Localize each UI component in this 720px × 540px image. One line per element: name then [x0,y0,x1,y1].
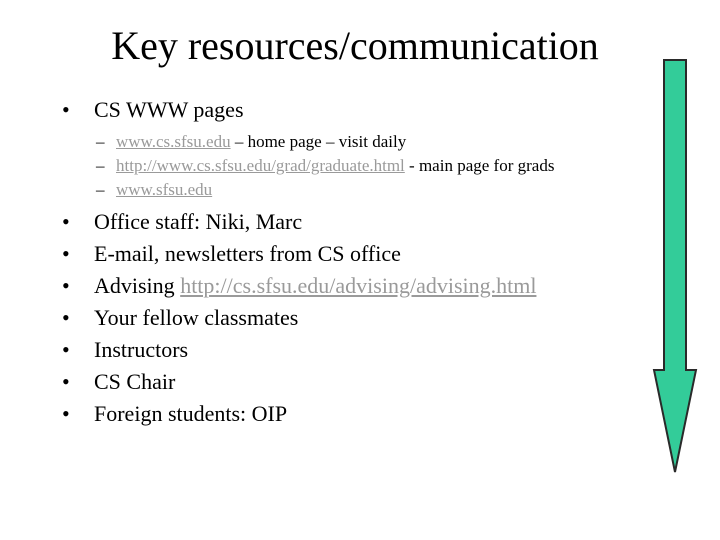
bullet-text: Foreign students: OIP [94,401,288,426]
dash-icon: – [96,180,105,199]
bullet-icon: • [62,305,70,330]
dash-icon: – [96,156,105,175]
slide-title: Key resources/communication [111,23,599,68]
sub-item-sfsu [56,178,656,202]
bullet-text: Instructors [94,337,189,362]
cs-home-link[interactable]: www.cs.sfsu.edu [116,132,231,151]
bullet-list [56,94,656,430]
bullet-text: CS WWW pages [94,97,244,122]
sub-list [56,130,656,202]
bullet-text: Advising [94,273,181,298]
down-arrow-shape [654,60,696,472]
bullet-item-email [56,238,656,270]
bullet-text: CS Chair [94,369,176,394]
bullet-icon: • [62,401,70,426]
dash-icon: – [96,132,105,151]
bullet-icon: • [62,97,70,122]
bullet-item-foreign-students [56,398,656,430]
bullet-icon: • [62,273,70,298]
bullet-item-classmates [56,302,656,334]
grad-page-link[interactable]: http://www.cs.sfsu.edu/grad/graduate.html [116,156,405,175]
bullet-item-advising [56,270,656,302]
bullet-item-cs-chair [56,366,656,398]
bullet-icon: • [62,369,70,394]
sub-item-cs-home [56,130,656,154]
bullet-icon: • [62,337,70,362]
bullet-text: E-mail, newsletters from CS office [94,241,401,266]
bullet-item-instructors [56,334,656,366]
advising-link[interactable]: http://cs.sfsu.edu/advising/advising.html [180,273,537,298]
bullet-item-office-staff [56,206,656,238]
bullet-icon: • [62,209,70,234]
bullet-icon: • [62,241,70,266]
bullet-text: Your fellow classmates [94,305,299,330]
sub-item-text: - main page for grads [404,156,555,175]
sub-item-grad-page [56,154,656,178]
down-arrow-icon [652,58,698,474]
sub-item-text: – home page – visit daily [230,132,407,151]
bullet-text: Office staff: Niki, Marc [94,209,303,234]
bullet-item-cs-www-pages [56,94,656,126]
sfsu-link[interactable]: www.sfsu.edu [116,180,213,199]
